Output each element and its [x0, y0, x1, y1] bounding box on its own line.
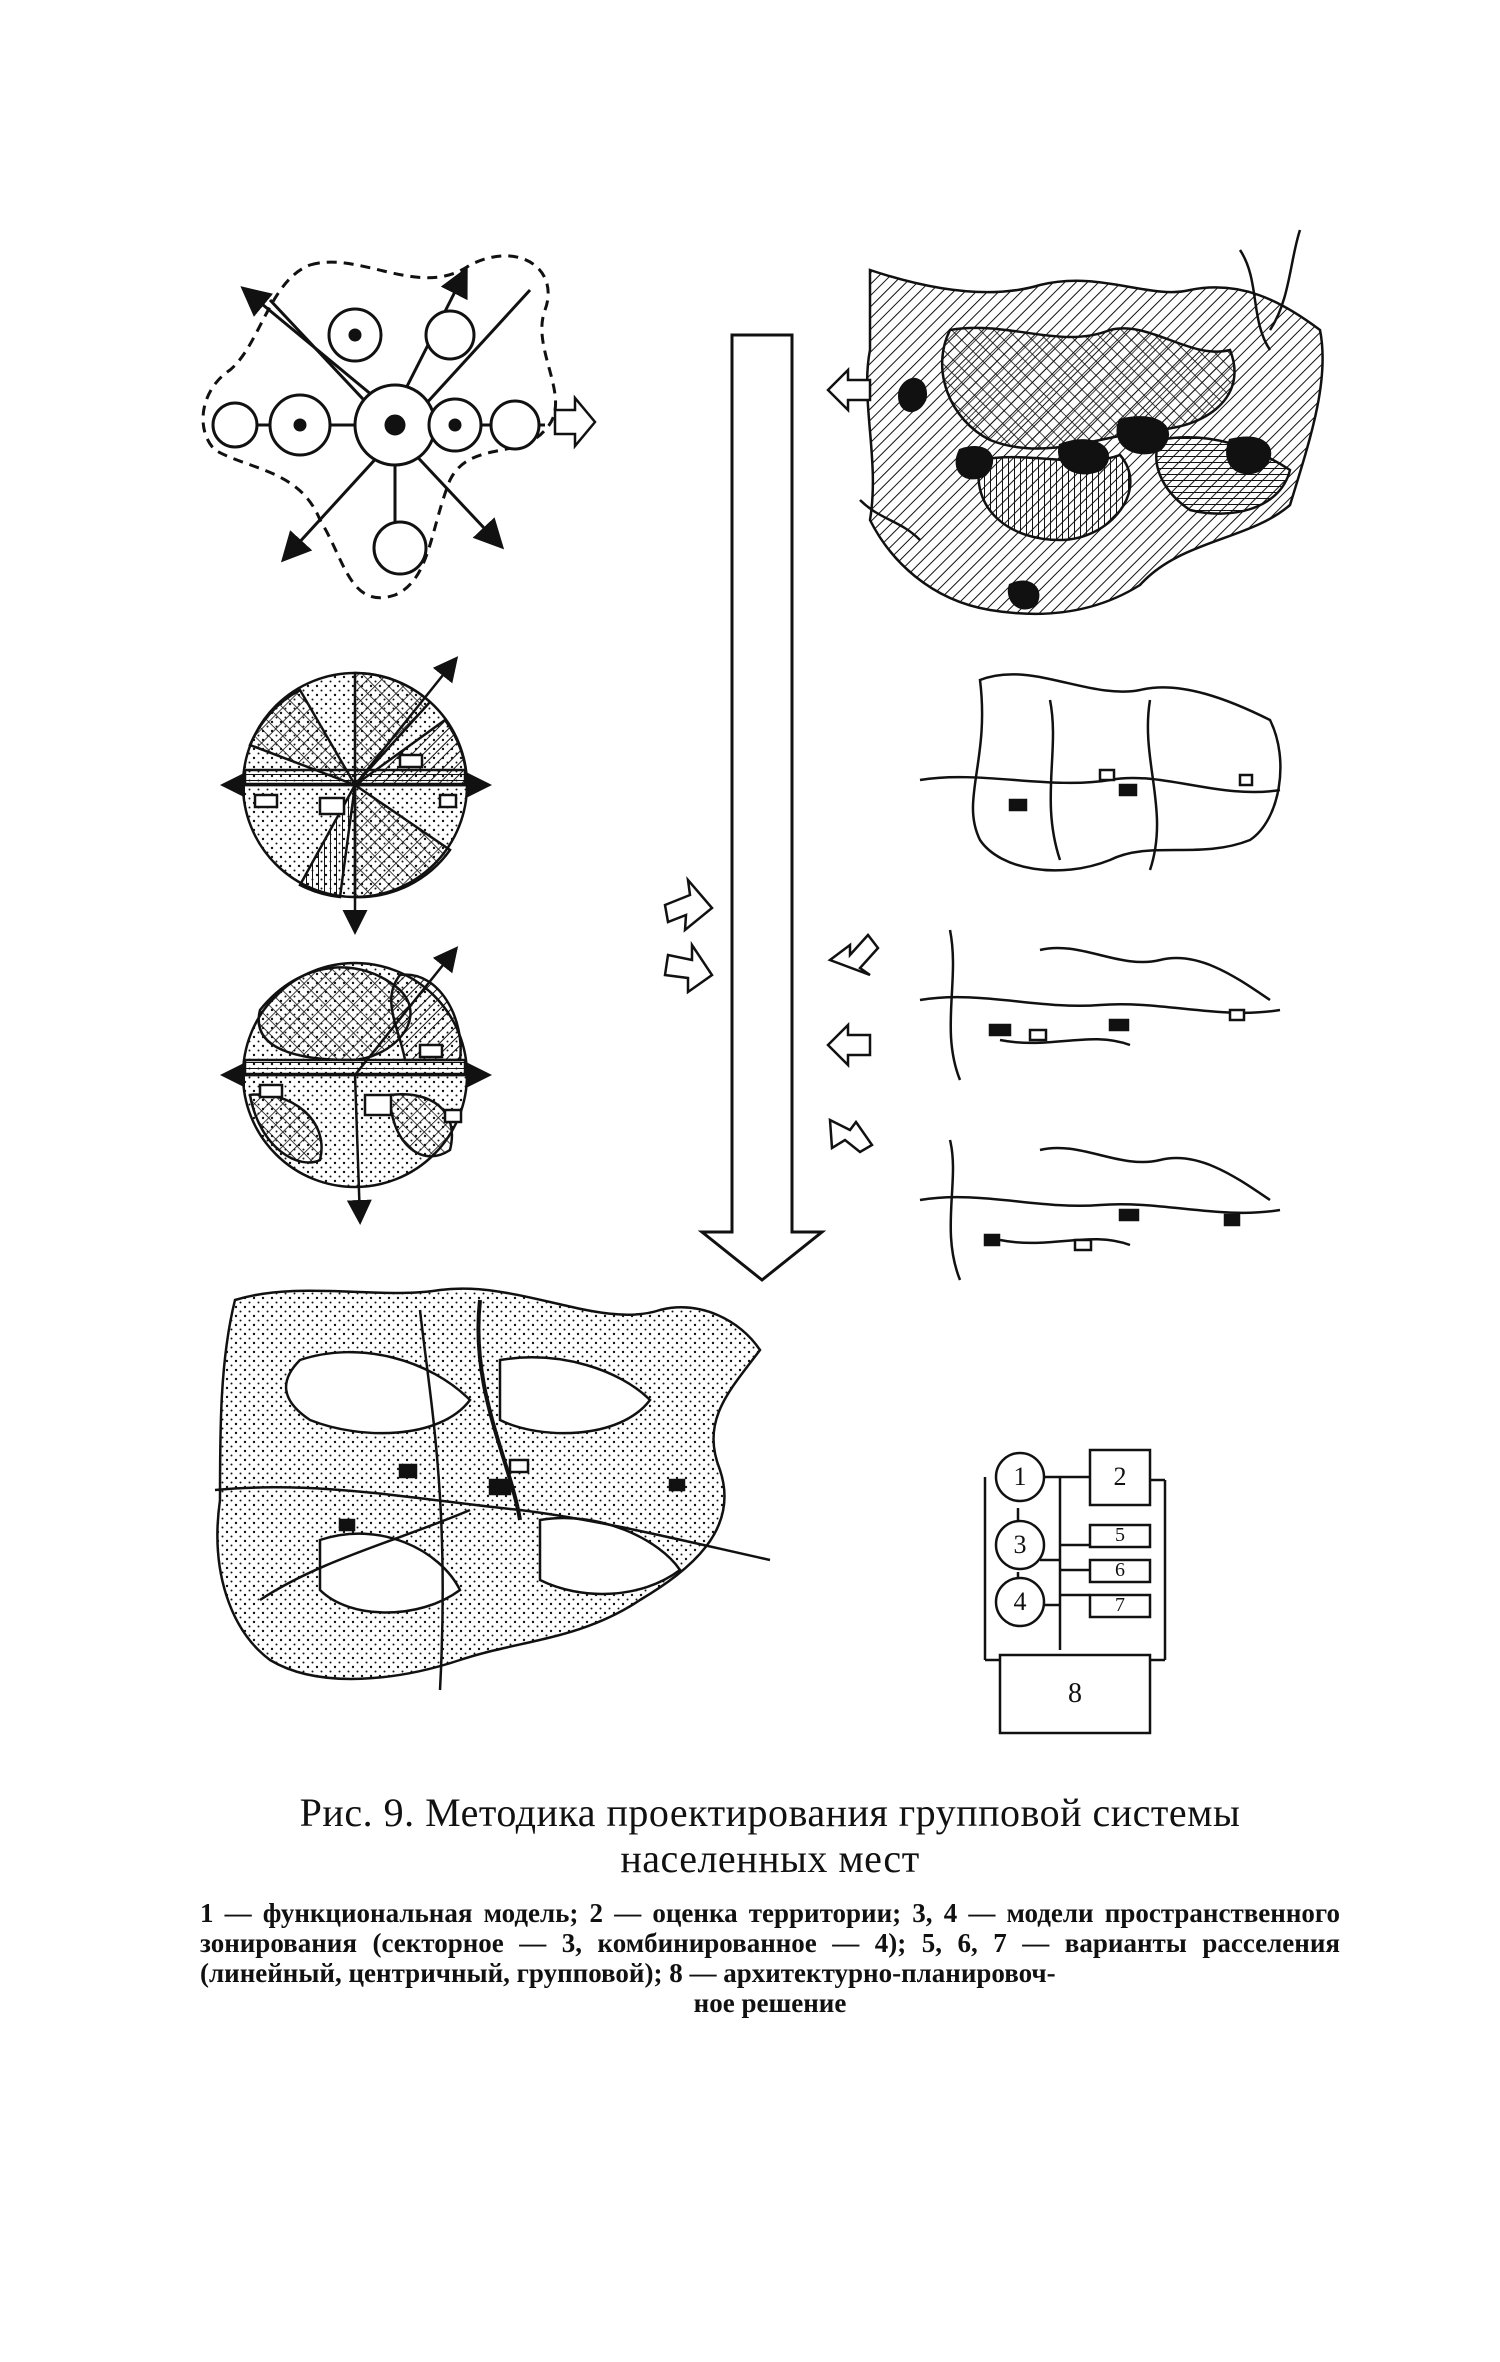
diagram-box-label-1: 1: [1013, 1462, 1027, 1491]
diagram-box-label-5: 5: [1115, 1524, 1125, 1546]
combined-zoning-model: [225, 950, 487, 1220]
figure-caption-title: Рис. 9. Методика проектирования групповой системы населенных мест: [299, 1790, 1241, 1881]
process-flow-arrow: [702, 335, 822, 1280]
diagram-box-label-6: 6: [1115, 1559, 1125, 1581]
figure-legend-text: 1 — функциональная модель; 2 — оценка территории; 3, 4 — модели пространственного зонирования (секторное — 3, комбинированное — 4); 5, 6, 7 — варианты расселения (линейный, центричный, групповой); 8 — архитектурно-планировоч-: [200, 1898, 1340, 1988]
diagram-box-label-4: 4: [1013, 1587, 1027, 1616]
diagram-box-label-3: 3: [1013, 1530, 1027, 1559]
diagram-box-label-2: 2: [1113, 1462, 1127, 1491]
diagram-box-label-7: 7: [1115, 1594, 1125, 1616]
planning-solution-map: [215, 1289, 770, 1690]
figure-legend: [200, 1898, 1340, 2018]
territory-evaluation-map: [828, 230, 1323, 614]
functional-model-diagram: [203, 256, 595, 598]
settlement-variant-maps: [920, 674, 1280, 1280]
sector-zoning-model: [225, 660, 487, 930]
figure-legend-end: ное решение: [693, 1988, 847, 2018]
diagram-box-label-8: 8: [1068, 1678, 1082, 1709]
